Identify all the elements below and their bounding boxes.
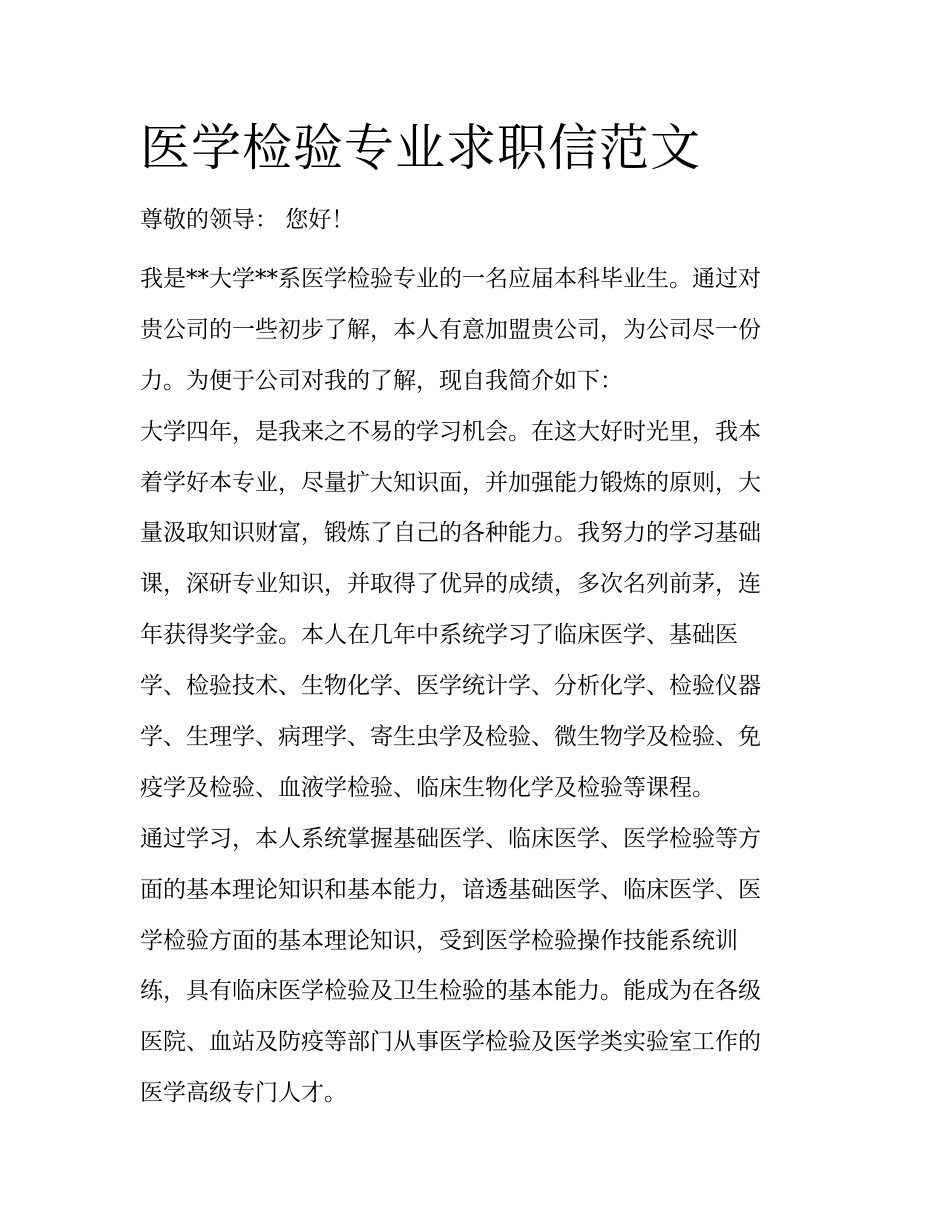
paragraph-line: 我是**大学**系医学检验专业的一名应届本科毕业生。通过对 (140, 266, 761, 292)
paragraph-line: 通过学习，本人系统掌握基础医学、临床医学、医学检验等方 (140, 825, 761, 852)
paragraph-university-study (140, 407, 812, 814)
document-title: 医学检验专业求职信范文 (140, 119, 701, 177)
paragraph-line: 着学好本专业，尽量扩大知识面，并加强能力锻炼的原则，大 (140, 469, 761, 496)
paragraph-line: 年获得奖学金。本人在几年中系统学习了临床医学、基础医 (140, 622, 738, 649)
paragraph-line: 大学四年，是我来之不易的学习机会。在这大好时光里，我本 (140, 418, 761, 445)
paragraph-line: 力。为便于公司对我的了解，现自我简介如下： (140, 367, 623, 394)
paragraph-line: 量汲取知识财富，锻炼了自己的各种能力。我努力的学习基础 (140, 520, 761, 547)
paragraph-line: 学检验方面的基本理论知识，受到医学检验操作技能系统训 (140, 927, 738, 954)
paragraph-line: 学、检验技术、生物化学、医学统计学、分析化学、检验仪器 (140, 673, 761, 700)
paragraph-line: 疫学及检验、血液学检验、临床生物化学及检验等课程。 (140, 774, 715, 801)
paragraph-line: 医院、血站及防疫等部门从事医学检验及医学类实验室工作的 (140, 1029, 761, 1056)
paragraph-line: 医学高级专门人才。 (140, 1080, 347, 1107)
paragraph-line: 练，具有临床医学检验及卫生检验的基本能力。能成为在各级 (140, 978, 761, 1005)
paragraph-line: 面的基本理论知识和基本能力，谙透基础医学、临床医学、医 (140, 876, 761, 903)
paragraph-line: 课，深研专业知识，并取得了优异的成绩，多次名列前茅，连 (140, 571, 761, 598)
document-body (140, 112, 812, 1119)
paragraph-line: 学、生理学、病理学、寄生虫学及检验、微生物学及检验、免 (140, 724, 761, 751)
greeting: 尊敬的领导： 您好！ (140, 207, 355, 233)
paragraph-introduction (140, 254, 812, 407)
paragraph-line: 贵公司的一些初步了解，本人有意加盟贵公司，为公司尽一份 (140, 316, 761, 343)
paragraph-skills (140, 814, 812, 1119)
